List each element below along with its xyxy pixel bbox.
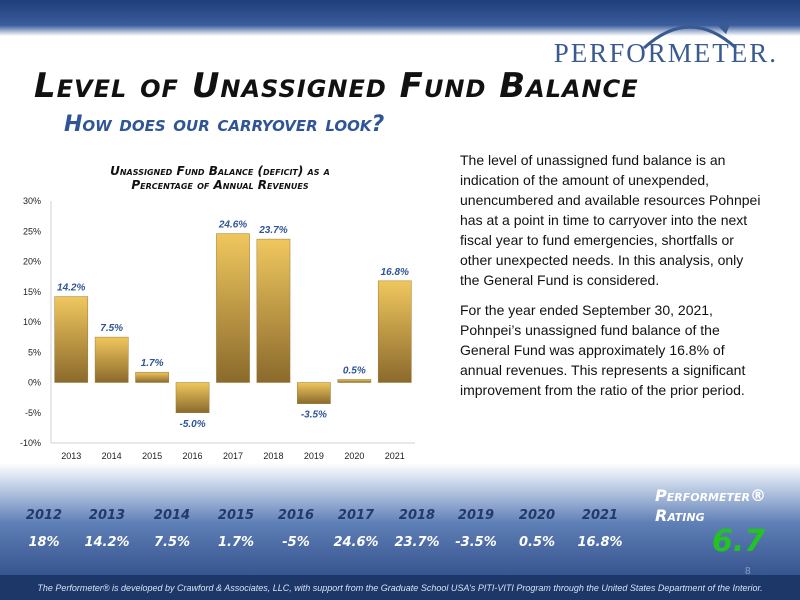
y-tick-label: 5%	[27, 347, 41, 358]
data-label: 0.5%	[342, 365, 366, 377]
history-value: 23.7%	[394, 535, 440, 550]
history-year: 2020	[518, 508, 556, 523]
x-tick-label: 2017	[222, 451, 244, 461]
data-label: 1.7%	[140, 358, 164, 370]
bar	[257, 239, 290, 382]
chart-title	[70, 164, 370, 192]
explanation-paragraph-1: The level of unassigned fund balance is an indication of the amount of unexpended, unencumbered and available resources Pohnpei has at a point in time to carryover into the next fiscal year to fund emergencies, shortfalls or other unexpected needs. In this analysis, only the General Fund is considered.	[460, 152, 761, 288]
history-item	[14, 508, 74, 550]
history-year: 2016	[277, 508, 315, 523]
y-tick-label: 20%	[22, 256, 41, 267]
history-value: 7.5%	[153, 535, 191, 550]
data-label: 24.6%	[218, 219, 248, 231]
bar	[216, 234, 249, 383]
history-year: 2014	[153, 508, 191, 523]
history-item	[266, 508, 326, 550]
history-value: 16.8%	[577, 535, 623, 550]
x-tick-label: 2019	[303, 451, 324, 461]
y-tick-label: 15%	[22, 286, 41, 297]
footer-credit: The Performeter® is developed by Crawford & Associates, LLC, with support from the Graduate School USA’s PITI-VITI Program through the United States Department of the Interior.	[37, 583, 763, 593]
page-number: 8	[745, 566, 751, 577]
x-tick-label: 2013	[61, 451, 82, 461]
history-item	[206, 508, 266, 550]
bar	[338, 379, 371, 382]
x-tick-label: 2021	[384, 451, 405, 461]
rating-value: 6.7	[712, 524, 766, 559]
history-item	[326, 508, 386, 550]
page-title: Level of Unassigned Fund Balance	[34, 66, 639, 106]
chart-title-line1: Unassigned Fund Balance (deficit) as a	[110, 164, 330, 178]
data-label: 16.8%	[380, 266, 409, 278]
x-tick-label: 2015	[142, 451, 163, 461]
history-year: 2013	[88, 508, 126, 523]
chart-title-line2: Percentage of Annual Revenues	[131, 178, 309, 192]
data-label: 23.7%	[259, 225, 288, 237]
x-tick-label: 2016	[182, 451, 203, 461]
bar	[176, 383, 209, 413]
history-year: 2017	[337, 508, 375, 523]
page-subtitle: How does our carryover look?	[64, 112, 385, 137]
history-item	[446, 508, 506, 550]
bar	[378, 281, 411, 383]
bar	[136, 372, 169, 382]
history-year: 2021	[581, 508, 619, 523]
performeter-logo: PERFORMETER.	[553, 38, 778, 68]
y-tick-label: 10%	[22, 317, 41, 327]
data-label: -5.0%	[179, 418, 206, 430]
bar	[297, 383, 330, 404]
explanation-text	[460, 150, 765, 410]
history-value: 18%	[28, 535, 60, 550]
bar	[55, 297, 88, 383]
history-item	[387, 508, 447, 550]
rating-label-line2: Rating	[655, 506, 705, 525]
history-item	[507, 508, 567, 550]
history-item	[142, 508, 202, 550]
history-value: 24.6%	[333, 535, 379, 550]
y-tick-label: 25%	[22, 226, 41, 237]
data-label: 14.2%	[57, 282, 86, 294]
x-tick-label: 2014	[101, 451, 122, 461]
y-tick-label: 0%	[27, 377, 41, 388]
history-year: 2012	[25, 508, 63, 523]
history-value: 1.7%	[217, 535, 255, 550]
history-item	[570, 508, 630, 550]
x-tick-label: 2020	[344, 451, 365, 461]
rating-label-line1: Performeter®	[655, 486, 766, 505]
history-value: -3.5%	[455, 535, 497, 550]
history-strip	[0, 508, 640, 558]
history-year: 2015	[217, 508, 255, 523]
history-value: -5%	[282, 535, 310, 550]
y-tick-label: -10%	[19, 438, 41, 448]
history-value: 0.5%	[518, 535, 556, 550]
data-label: 7.5%	[100, 323, 124, 335]
y-tick-label: -5%	[24, 407, 41, 418]
rating-label	[655, 486, 766, 526]
y-tick-label: 30%	[22, 196, 41, 206]
data-label: -3.5%	[300, 409, 327, 421]
history-year: 2018	[398, 508, 436, 523]
bar-chart	[0, 195, 420, 465]
history-year: 2019	[457, 508, 495, 523]
history-value: 14.2%	[84, 535, 130, 550]
x-tick-label: 2018	[263, 451, 284, 461]
bar	[95, 337, 128, 382]
history-item	[77, 508, 137, 550]
explanation-paragraph-2: For the year ended September 30, 2021, Pohnpei’s unassigned fund balance of the General Fund was approximately 16.8% of annual revenues. This represents a significant improvement from the ratio of the prior period.	[460, 302, 746, 398]
